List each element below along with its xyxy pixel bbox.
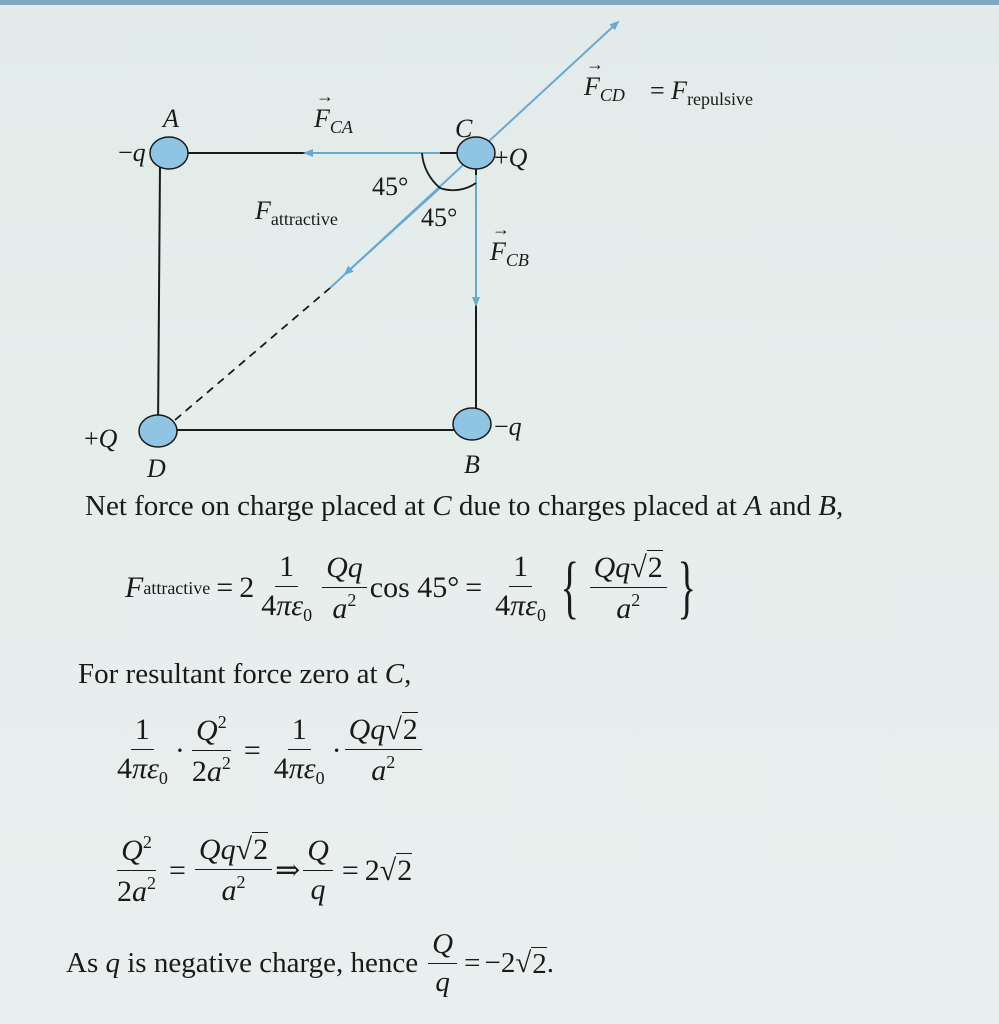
diagonal-dashed [175,288,330,420]
fraction: $\frac{1}{4\pi\varepsilon_0}$ [273,712,325,788]
fraction: $\frac{Qq√2}{a^2}$ [590,551,667,626]
vector-arrow-icon: → [316,86,334,106]
label-f-repulsive: = $F_{repulsive}$ [650,76,754,109]
charge-c-value: +Q [494,143,528,172]
fraction: $\frac{Qq√2}{a^2}$ [195,833,272,908]
label-a: A [163,104,179,133]
charge-d-value: +Q [84,424,118,453]
resultant-zero-sentence: For resultant force zero at C, [78,658,412,690]
angle-arc-2 [440,183,476,190]
fraction: $\frac{1}{4\pi\varepsilon_0}$ [261,550,313,625]
charge-a-value: −q [118,138,146,167]
fraction: $\frac{1}{4\pi\varepsilon_0}$ [117,712,168,788]
charge-d [139,415,177,447]
angle-arc-1 [422,153,440,188]
label-f-cb: → $F_{CB}$ [490,219,529,270]
charge-b [453,408,491,440]
label-f-ca: → $F_{CA}$ [314,86,353,137]
fraction: $\frac{Q^2}{2a^2}$ [117,832,156,908]
fraction: $\frac{Q}{q}$ [428,928,457,999]
charge-b-value: −q [494,412,522,441]
final-conclusion: As q is negative charge, hence $\frac{Q}{q}$ = −2 √ 2 . [66,928,555,998]
fraction: $\frac{Q^2}{2a^2}$ [191,712,231,788]
equation-balance: $\frac{1}{4\pi\varepsilon_0}$ · $\frac{Q^2}{2a^2}$ = $\frac{1}{4\pi\varepsilon_0}$ · $\frac{Qq√2}{a^2}$ [110,712,425,789]
side-ad [158,165,160,430]
vector-arrow-icon: → [586,54,604,74]
angle-label-1: 45° [372,172,409,201]
label-c: C [455,114,473,143]
fraction: $\frac{Qq}{a^2}$ [322,551,367,626]
label-b: B [464,450,480,479]
equation-f-attractive: F attractive = 2 $\frac{1}{4\pi\varepsilon_0}$ $\frac{Qq}{a^2}$ cos 45° = $\frac{1}{4\pi\varepsilon_0}$ { $\frac{Qq√2}{a^2}$ } [125,549,696,626]
label-f-attractive: $F_{attractive}$ [255,196,338,229]
charge-a [150,137,188,169]
net-force-sentence: Net force on charge placed at C due to charges placed at A and B, [85,490,844,522]
fraction: $\frac{Q}{q}$ [303,834,333,907]
fraction: $\frac{Qq√2}{a^2}$ [345,713,422,788]
angle-label-2: 45° [421,203,458,232]
label-d: D [147,454,166,483]
equation-ratio: $\frac{Q^2}{2a^2}$ = $\frac{Qq√2}{a^2}$ ⇒ $\frac{Q}{q}$ = 2 √ 2 [110,832,412,909]
fraction: $\frac{1}{4\pi\varepsilon_0}$ [495,550,547,625]
vector-arrow-icon: → [492,219,510,239]
label-f-cd: → $F_{CD}$ [584,54,625,105]
